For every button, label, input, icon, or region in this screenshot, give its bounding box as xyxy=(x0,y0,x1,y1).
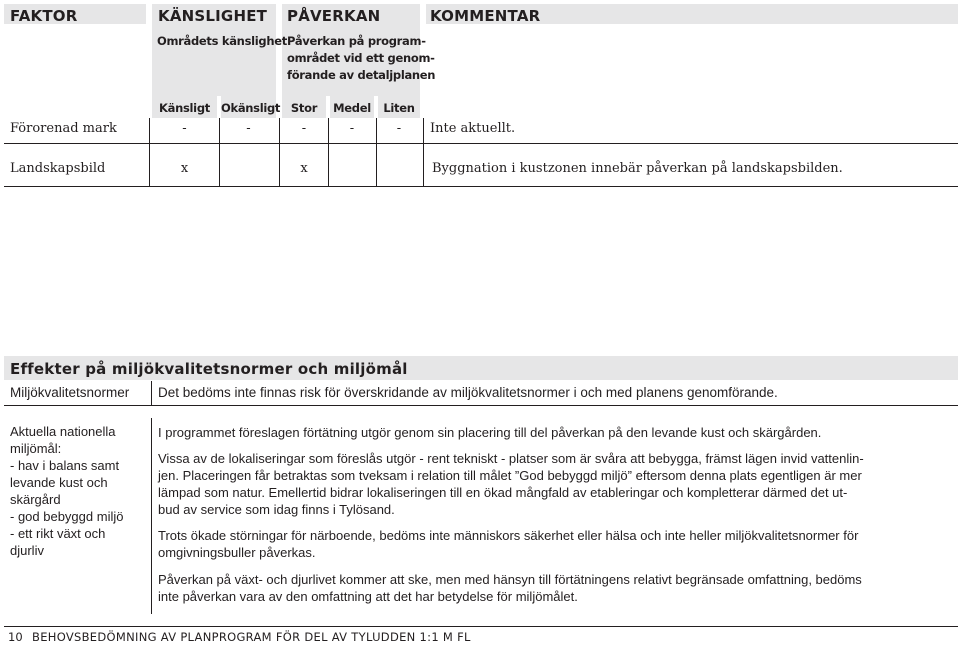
row-mark: - xyxy=(349,121,355,136)
paragraph xyxy=(158,527,956,561)
goals-label-line: skärgård xyxy=(10,492,61,507)
row-factor: Landskapsbild xyxy=(10,161,106,176)
column-label: Liten xyxy=(383,101,415,115)
subheader-area-sensitivity: Områdets känslighet xyxy=(157,34,287,48)
paragraph xyxy=(158,424,956,441)
column-divider xyxy=(423,118,424,186)
footer-rule xyxy=(4,626,958,627)
goals-label-line: - ett rikt växt och xyxy=(10,526,106,541)
goals-label-line: levande kust och xyxy=(10,475,108,490)
row-mark: x xyxy=(300,161,308,176)
paragraph-line: bud av service som idag finns i Tylösand. xyxy=(158,502,395,517)
paragraph xyxy=(158,450,956,518)
row-divider xyxy=(4,186,958,187)
column-label: Okänsligt xyxy=(221,101,281,115)
row-divider xyxy=(4,405,958,406)
column-divider xyxy=(219,118,220,186)
column-divider xyxy=(151,381,152,405)
column-divider xyxy=(279,118,280,186)
column-divider xyxy=(328,118,329,186)
header-sensitivity: KÄNSLIGHET xyxy=(158,7,268,25)
norms-text: Det bedöms inte finnas risk för överskridande av miljökvalitetsnormer i och med planens genomförande. xyxy=(158,385,778,400)
column-label: Känsligt xyxy=(159,101,210,115)
header-factor: FAKTOR xyxy=(10,7,78,25)
header-comment: KOMMENTAR xyxy=(430,7,541,25)
goals-label xyxy=(10,423,148,559)
goals-label-line: - hav i balans samt xyxy=(10,458,120,473)
footer-text: BEHOVSBEDÖMNING AV PLANPROGRAM FÖR DEL AV TYLUDDEN 1:1 M FL xyxy=(32,630,471,644)
paragraph-line: Trots ökade störningar för närboende, bedöms inte människors säkerhet eller hälsa och inte heller miljökvalitetsnormer för xyxy=(158,528,859,543)
column-divider xyxy=(376,118,377,186)
column-divider xyxy=(149,118,150,186)
row-mark: - xyxy=(301,121,307,136)
norms-label: Miljökvalitetsnormer xyxy=(10,385,130,400)
subheader-impact-line: Påverkan på program- xyxy=(287,34,426,48)
goals-label-line: miljömål: xyxy=(10,441,62,456)
row-mark: - xyxy=(396,121,402,136)
subheader-impact-line: området vid ett genom- xyxy=(287,51,435,65)
row-mark: - xyxy=(246,121,251,136)
paragraph xyxy=(158,571,956,605)
row-mark: x xyxy=(180,161,189,176)
paragraph-line: Påverkan på växt- och djurlivet kommer att ske, men med hänsyn till förtätningens relativt begränsade omfattning, bedöms xyxy=(158,572,862,587)
page-number: 10 xyxy=(8,630,23,644)
paragraph-line: lämpad som natur. Emellertid bidrar lokaliseringen till en ökad mångfald av etableringar och kompletterar därmed det ut- xyxy=(158,485,848,500)
header-impact: PÅVERKAN xyxy=(287,7,381,25)
subheader-impact-line: förande av detaljplanen xyxy=(287,68,436,82)
row-factor: Förorenad mark xyxy=(10,121,117,136)
row-mark: - xyxy=(182,121,187,136)
paragraph-line: omgivningsbuller påverkas. xyxy=(158,545,316,560)
paragraph-line: inte påverkan vara av den omfattning att det har betydelse för miljömålet. xyxy=(158,589,578,604)
paragraph-line: jen. Placeringen får betraktas som tveksam i relation till målet ”God bebyggd miljö” eftersom denna plats egentligen är mer xyxy=(158,468,862,483)
row-divider xyxy=(4,143,958,144)
goals-label-line: - god bebyggd miljö xyxy=(10,509,124,524)
paragraph-line: I programmet föreslagen förtätning utgör genom sin placering till del påverkan på den levande kust och skärgården. xyxy=(158,425,822,440)
goals-label-line: djurliv xyxy=(10,543,44,558)
column-label: Stor xyxy=(290,101,318,115)
column-label: Medel xyxy=(333,101,371,115)
row-comment: Byggnation i kustzonen innebär påverkan på landskapsbilden. xyxy=(432,161,843,176)
section-title: Effekter på miljökvalitetsnormer och miljömål xyxy=(10,360,408,378)
column-divider xyxy=(151,418,152,614)
row-comment: Inte aktuellt. xyxy=(430,121,516,136)
paragraph-line: Vissa av de lokaliseringar som föreslås utgör - rent tekniskt - platser som är svåra att bebygga, främst lägen invid vattenlin- xyxy=(158,451,864,466)
goals-label-line: Aktuella nationella xyxy=(10,424,116,439)
